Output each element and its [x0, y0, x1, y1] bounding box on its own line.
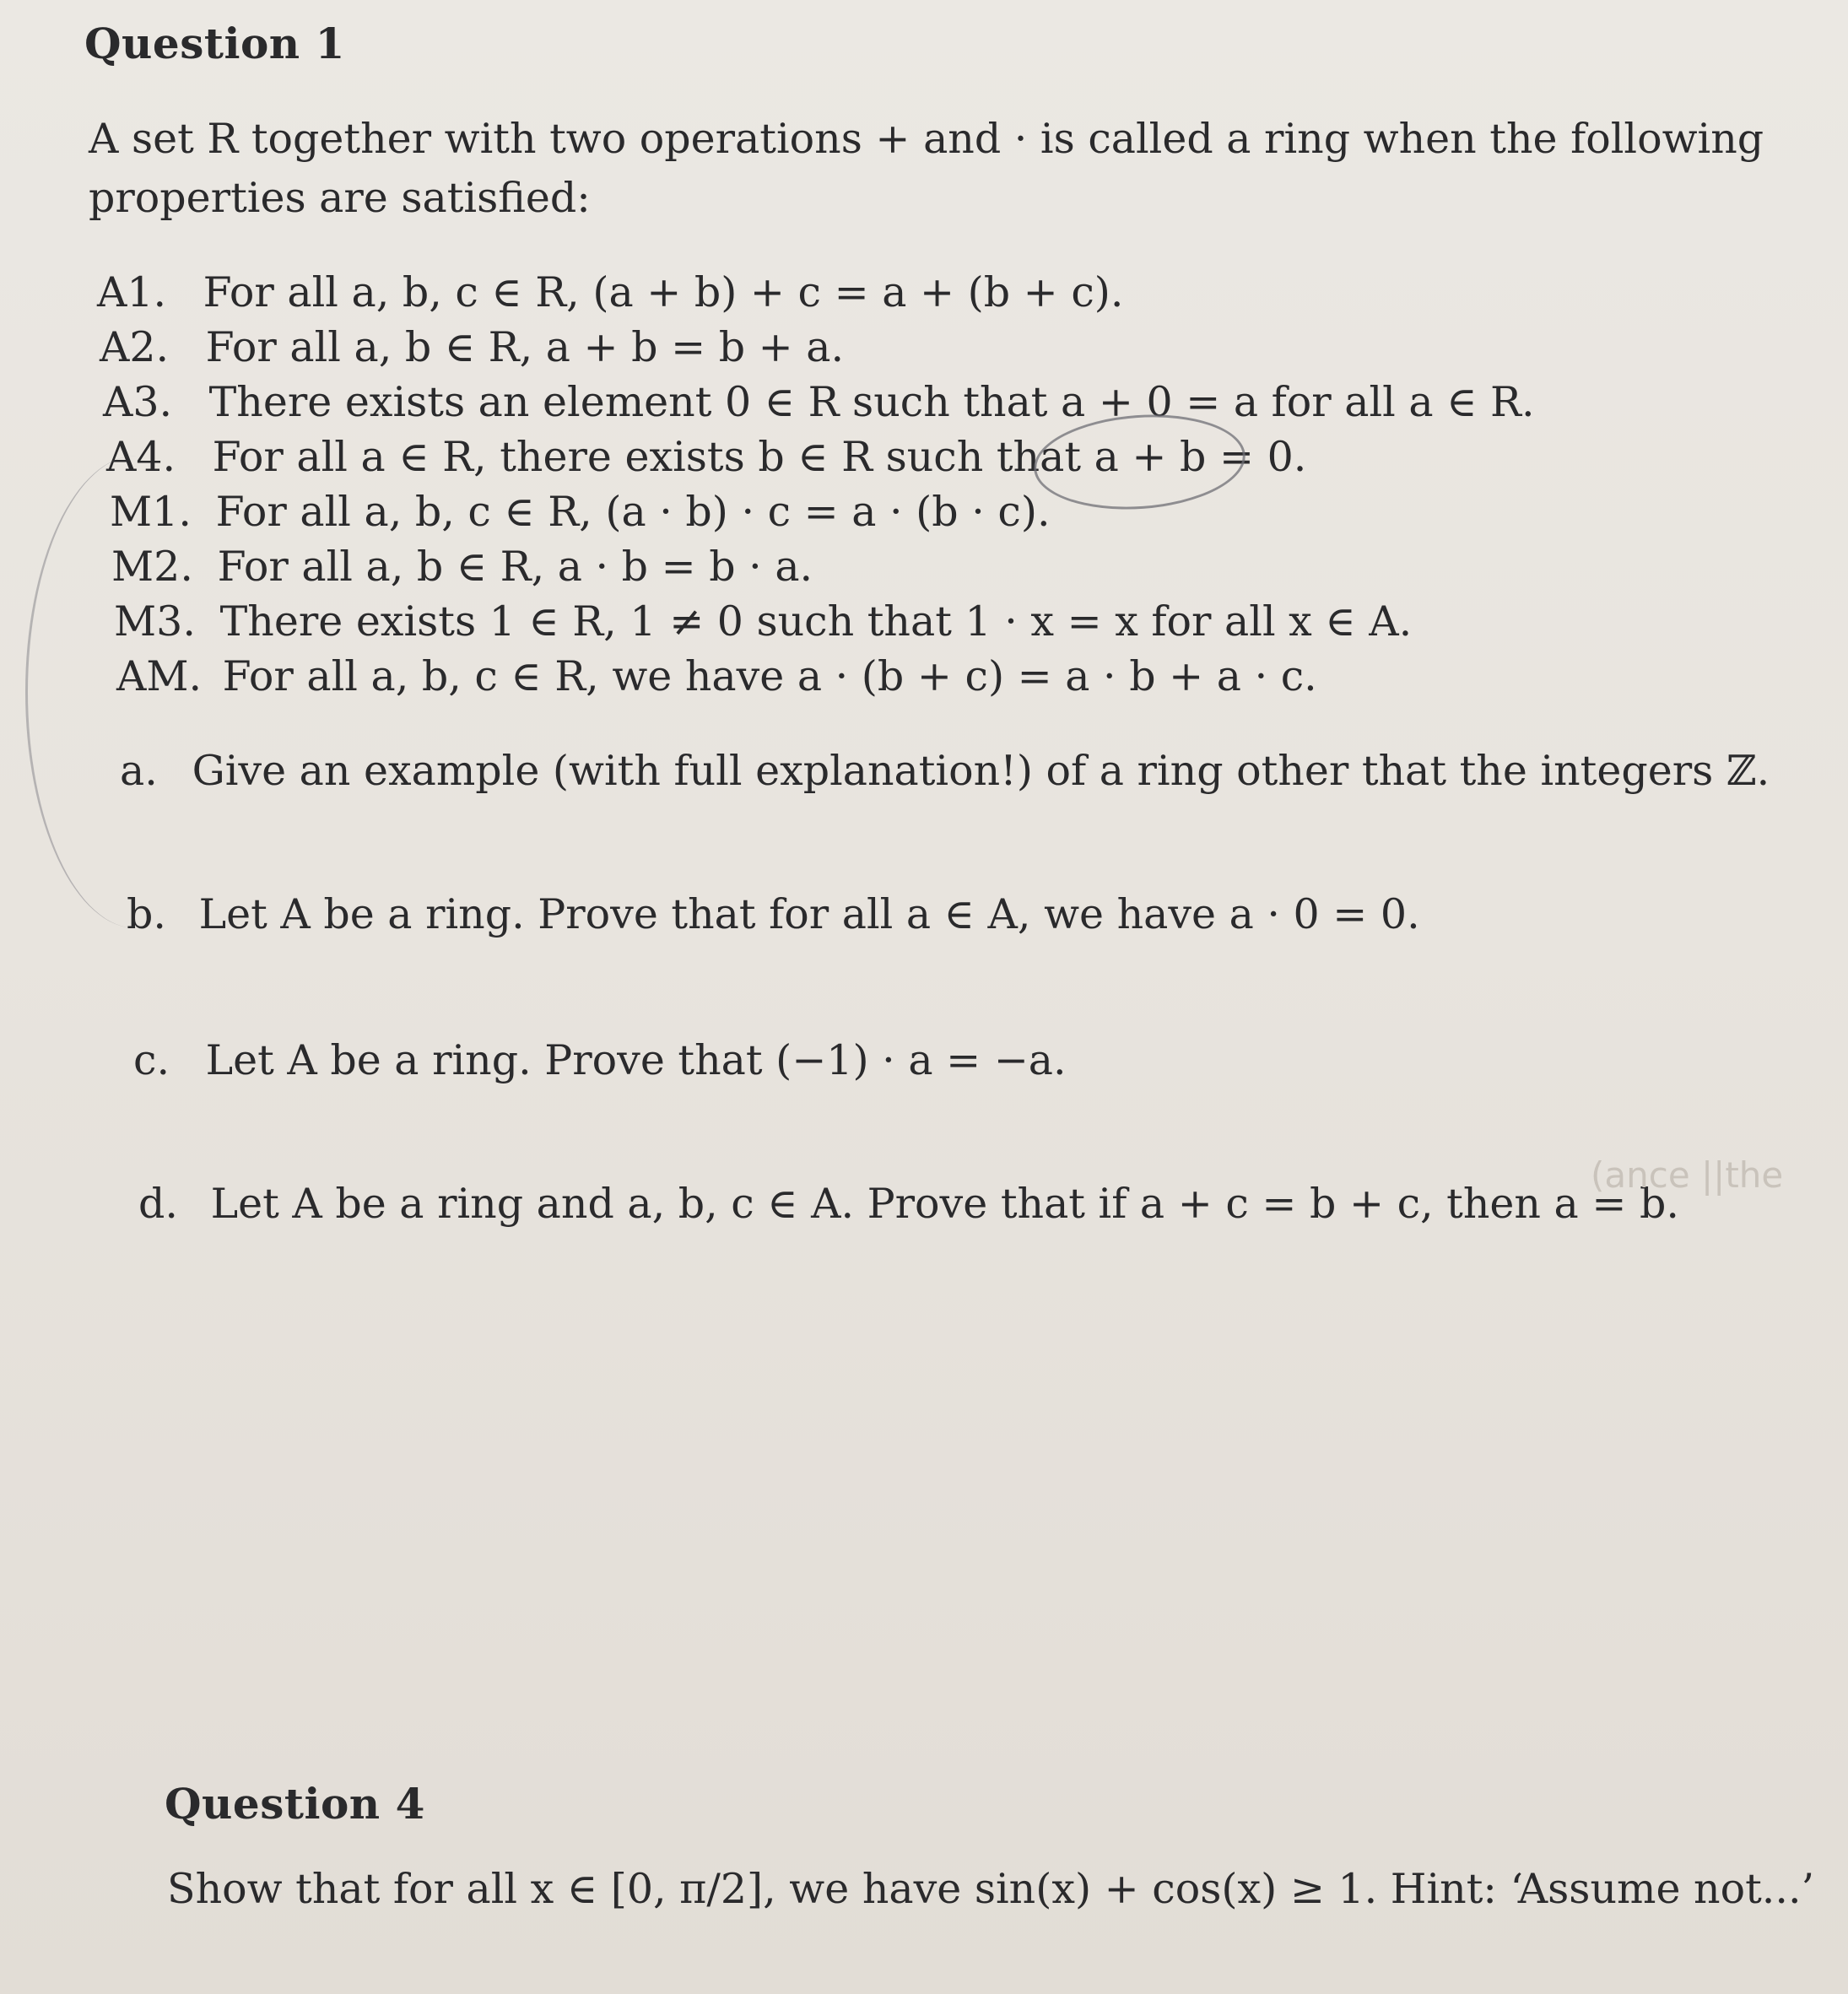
part-text: Let A be a ring and a, b, c ∈ A. Prove that if a + c = b + c, then a = b.: [210, 1180, 1679, 1228]
handwritten-bracket-annotation: [25, 456, 247, 928]
question-1-intro: [89, 110, 1776, 228]
axiom-label: A3.: [103, 378, 173, 426]
axiom-a1: [97, 268, 1123, 316]
intro-line-1: A set R together with two operations + and · is called a ring when the following: [89, 115, 1764, 163]
axiom-label: M1.: [110, 488, 192, 536]
axiom-label: A1.: [97, 268, 167, 316]
axiom-label: M2.: [111, 543, 193, 591]
axiom-text: For all a, b, c ∈ R, (a + b) + c = a + (b + c).: [203, 268, 1124, 316]
axiom-am: [116, 652, 1317, 700]
axiom-label: A2.: [100, 323, 170, 371]
axiom-text: For all a ∈ R, there exists b ∈ R such that a + b = 0.: [212, 433, 1307, 481]
part-label: c.: [133, 1036, 170, 1084]
axiom-label: AM.: [116, 652, 203, 700]
part-label: d.: [138, 1180, 178, 1228]
question-4-text: Show that for all x ∈ [0, π/2], we have sin(x) + cos(x) ≥ 1. Hint: ‘Assume not...’: [167, 1865, 1815, 1913]
part-b: [127, 890, 1420, 938]
part-label: b.: [127, 890, 166, 938]
axiom-text: For all a, b, c ∈ R, we have a · (b + c) = a · b + a · c.: [222, 652, 1317, 700]
intro-line-2: properties are satisfied:: [89, 174, 591, 222]
axiom-text: There exists 1 ∈ R, 1 ≠ 0 such that 1 · x = x for all x ∈ A.: [219, 597, 1413, 646]
part-text: Let A be a ring. Prove that for all a ∈ A, we have a · 0 = 0.: [198, 890, 1420, 938]
axiom-m3: [114, 597, 1412, 646]
axiom-label: M3.: [114, 597, 196, 646]
part-text: Let A be a ring. Prove that (−1) · a = −a.: [205, 1036, 1067, 1084]
axiom-text: For all a, b, c ∈ R, (a · b) · c = a · (b · c).: [215, 488, 1051, 536]
axiom-text: There exists an element 0 ∈ R such that a + 0 = a for all a ∈ R.: [208, 378, 1535, 426]
axiom-a2: [100, 323, 844, 371]
part-c: [133, 1036, 1067, 1084]
part-d: [138, 1180, 1679, 1228]
axiom-label: A4.: [106, 433, 176, 481]
bleed-through-margin-note: (ance ||the: [1591, 1154, 1784, 1196]
axiom-a3: [103, 378, 1535, 426]
axiom-text: For all a, b ∈ R, a · b = b · a.: [217, 543, 813, 591]
axiom-m1: [110, 488, 1051, 536]
question-1-heading: Question 1: [84, 19, 345, 68]
part-text: Give an example (with full explanation!) of a ring other that the integers ℤ.: [192, 747, 1770, 795]
part-a: [120, 747, 1770, 795]
question-4-heading: Question 4: [165, 1779, 425, 1829]
axiom-text: For all a, b ∈ R, a + b = b + a.: [205, 323, 845, 371]
part-label: a.: [120, 747, 158, 795]
